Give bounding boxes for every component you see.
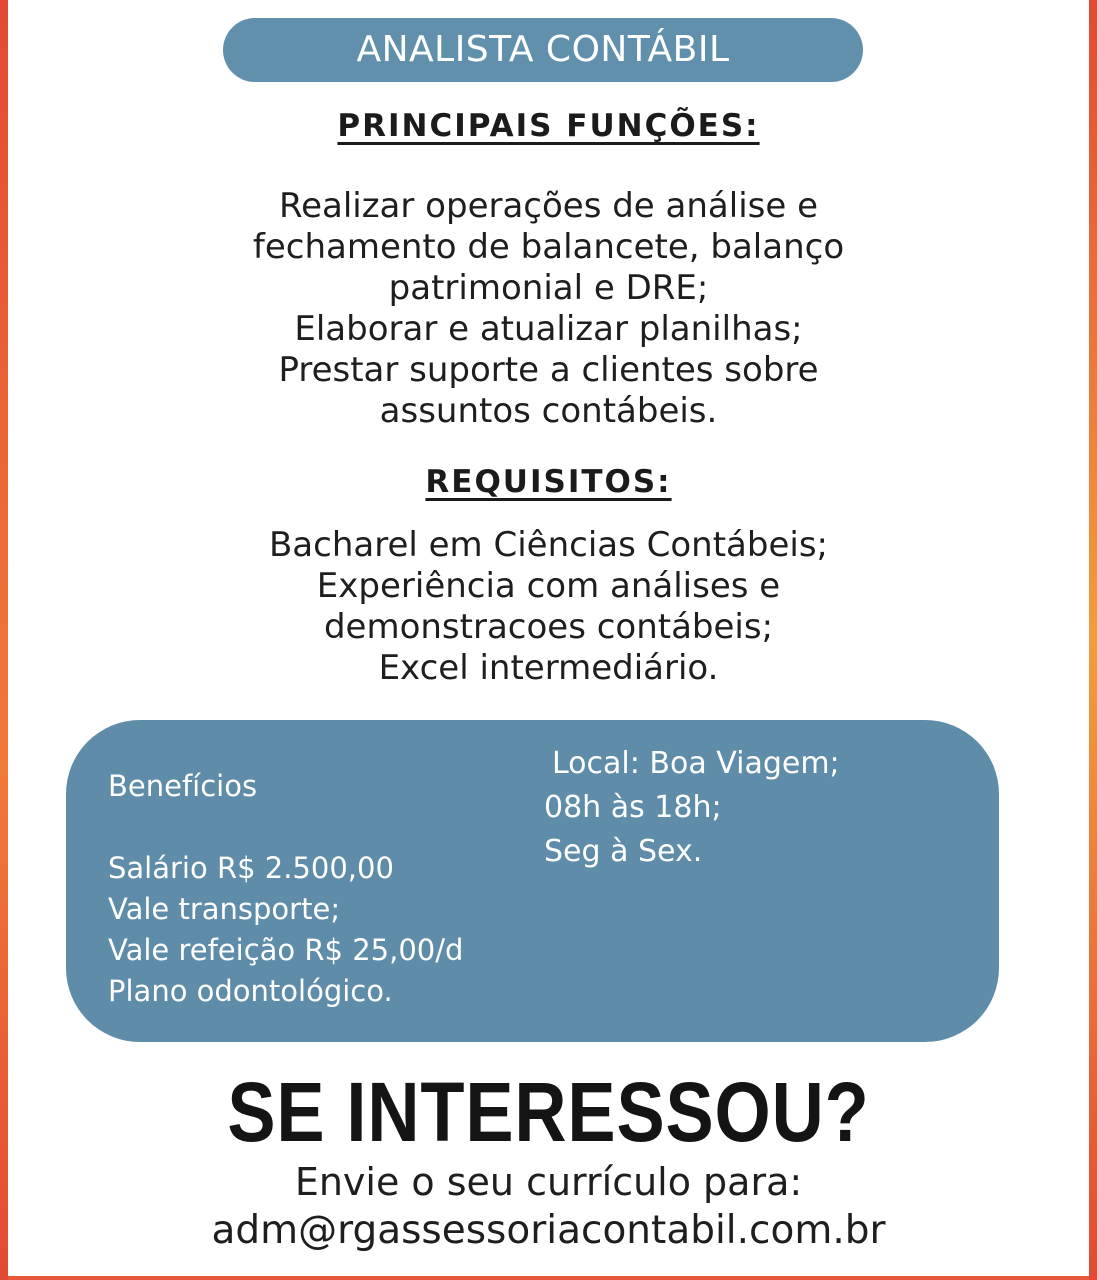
benefits-panel <box>66 720 999 1042</box>
requirements-heading: REQUISITOS: <box>425 464 672 500</box>
benefit-item: Vale refeição R$ 25,00/d <box>108 933 464 967</box>
location-line: Local: Boa Viagem; <box>552 746 840 781</box>
benefits-list <box>108 766 463 1012</box>
send-resume-label: Envie o seu currículo para: <box>294 1160 803 1204</box>
benefits-spacer <box>108 807 463 848</box>
requirement-line: Experiência com análises e <box>316 566 781 606</box>
function-line: Elaborar e atualizar planilhas; <box>294 309 803 349</box>
hours-line: 08h às 18h; <box>544 790 722 825</box>
contact-email[interactable]: adm@rgassessoriacontabil.com.br <box>211 1208 886 1253</box>
days-line: Seg à Sex. <box>544 834 703 869</box>
job-title-banner: ANALISTA CONTÁBIL <box>223 18 863 82</box>
function-line: patrimonial e DRE; <box>388 268 709 308</box>
main-functions-heading: PRINCIPAIS FUNÇÕES: <box>337 108 760 144</box>
requirements-text <box>8 525 1089 689</box>
function-line: Realizar operações de análise e <box>278 186 819 226</box>
job-post-card <box>8 0 1089 1276</box>
requirement-line: demonstracoes contábeis; <box>323 607 774 647</box>
main-functions-text <box>8 186 1089 432</box>
benefit-item: Plano odontológico. <box>108 974 393 1008</box>
benefit-item: Salário R$ 2.500,00 <box>108 851 394 885</box>
frame-right-border <box>1089 0 1097 1280</box>
interest-headline: SE INTERESSOU? <box>227 1065 870 1159</box>
benefit-item: Vale transporte; <box>108 892 341 926</box>
requirement-line: Bacharel em Ciências Contábeis; <box>268 525 828 565</box>
requirement-line: Excel intermediário. <box>378 648 719 688</box>
function-line: fechamento de balancete, balanço <box>252 227 845 267</box>
benefits-heading: Benefícios <box>108 769 258 803</box>
frame-left-border <box>0 0 8 1280</box>
function-line: assuntos contábeis. <box>379 391 718 431</box>
location-schedule <box>544 742 840 874</box>
function-line: Prestar suporte a clientes sobre <box>278 350 819 390</box>
